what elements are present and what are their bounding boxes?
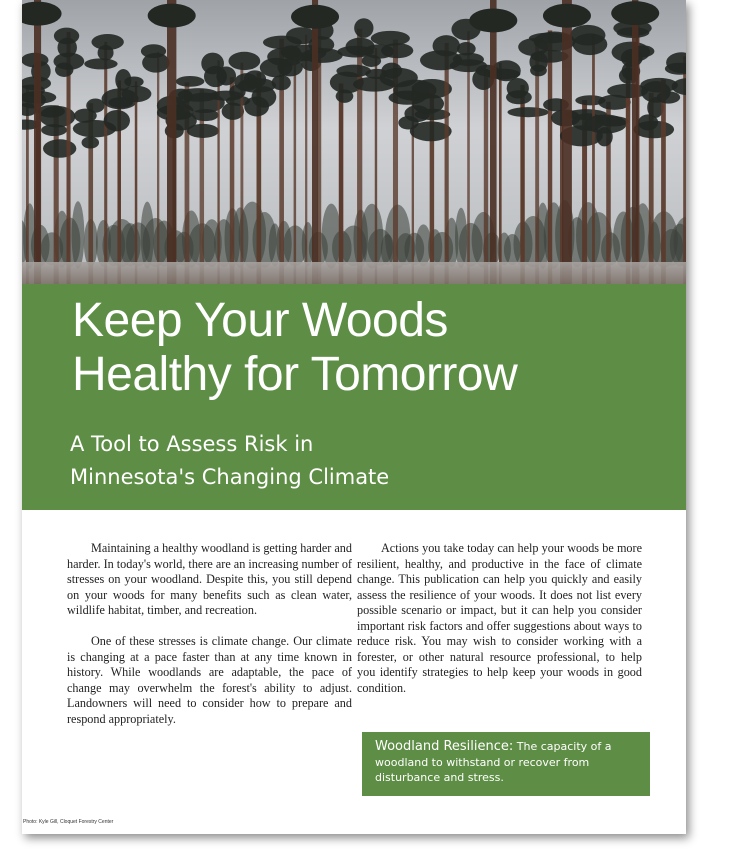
subtitle-line-1: A Tool to Assess Risk in: [70, 432, 314, 456]
brochure-page: [22, 0, 686, 834]
title-line-1: Keep Your Woods: [72, 294, 448, 347]
left-column: [67, 541, 352, 743]
forest-photo: [22, 0, 686, 284]
page-subtitle: [70, 428, 389, 494]
body-paragraph: One of these stresses is climate change. Our climate is changing at a pace faster than at any time known in history. While woodlands are adaptable, the pace of change may overwhelm the forest's ability to adjust. Landowners will need to consider how to prepare and respond appropriately.: [67, 634, 352, 726]
photo-credit: Photo: Kyle Gill, Cloquet Forestry Center: [23, 819, 114, 825]
body-paragraph: Actions you take today can help your woods be more resilient, healthy, and productive in the face of climate change. This publication can help you quickly and easily assess the resilience of your woods. It does not list every possible scenario or impact, but it can help you consider important risk factors and offer suggestions about ways to reduce risk. You may wish to consider working with a forester, or other natural resource professional, to help you identify strategies to help keep your woods in good condition.: [357, 541, 642, 695]
title-banner: [22, 284, 686, 510]
right-column: [357, 541, 642, 712]
page-title: [72, 294, 517, 402]
title-line-2: Healthy for Tomorrow: [72, 348, 518, 401]
callout-definition: The capacity of a woodland to withstand or recover from disturbance and stress.: [375, 740, 612, 784]
body-paragraph: Maintaining a healthy woodland is getting harder and harder. In today's world, there are an increasing number of stresses on your woodland. Despite this, you still depend on your woods for many benefits such as clean water, wildlife habitat, timber, and recreation.: [67, 541, 352, 617]
callout-term: Woodland Resilience:: [375, 739, 514, 754]
subtitle-line-2: Minnesota's Changing Climate: [70, 465, 390, 489]
definition-callout: [362, 732, 650, 796]
